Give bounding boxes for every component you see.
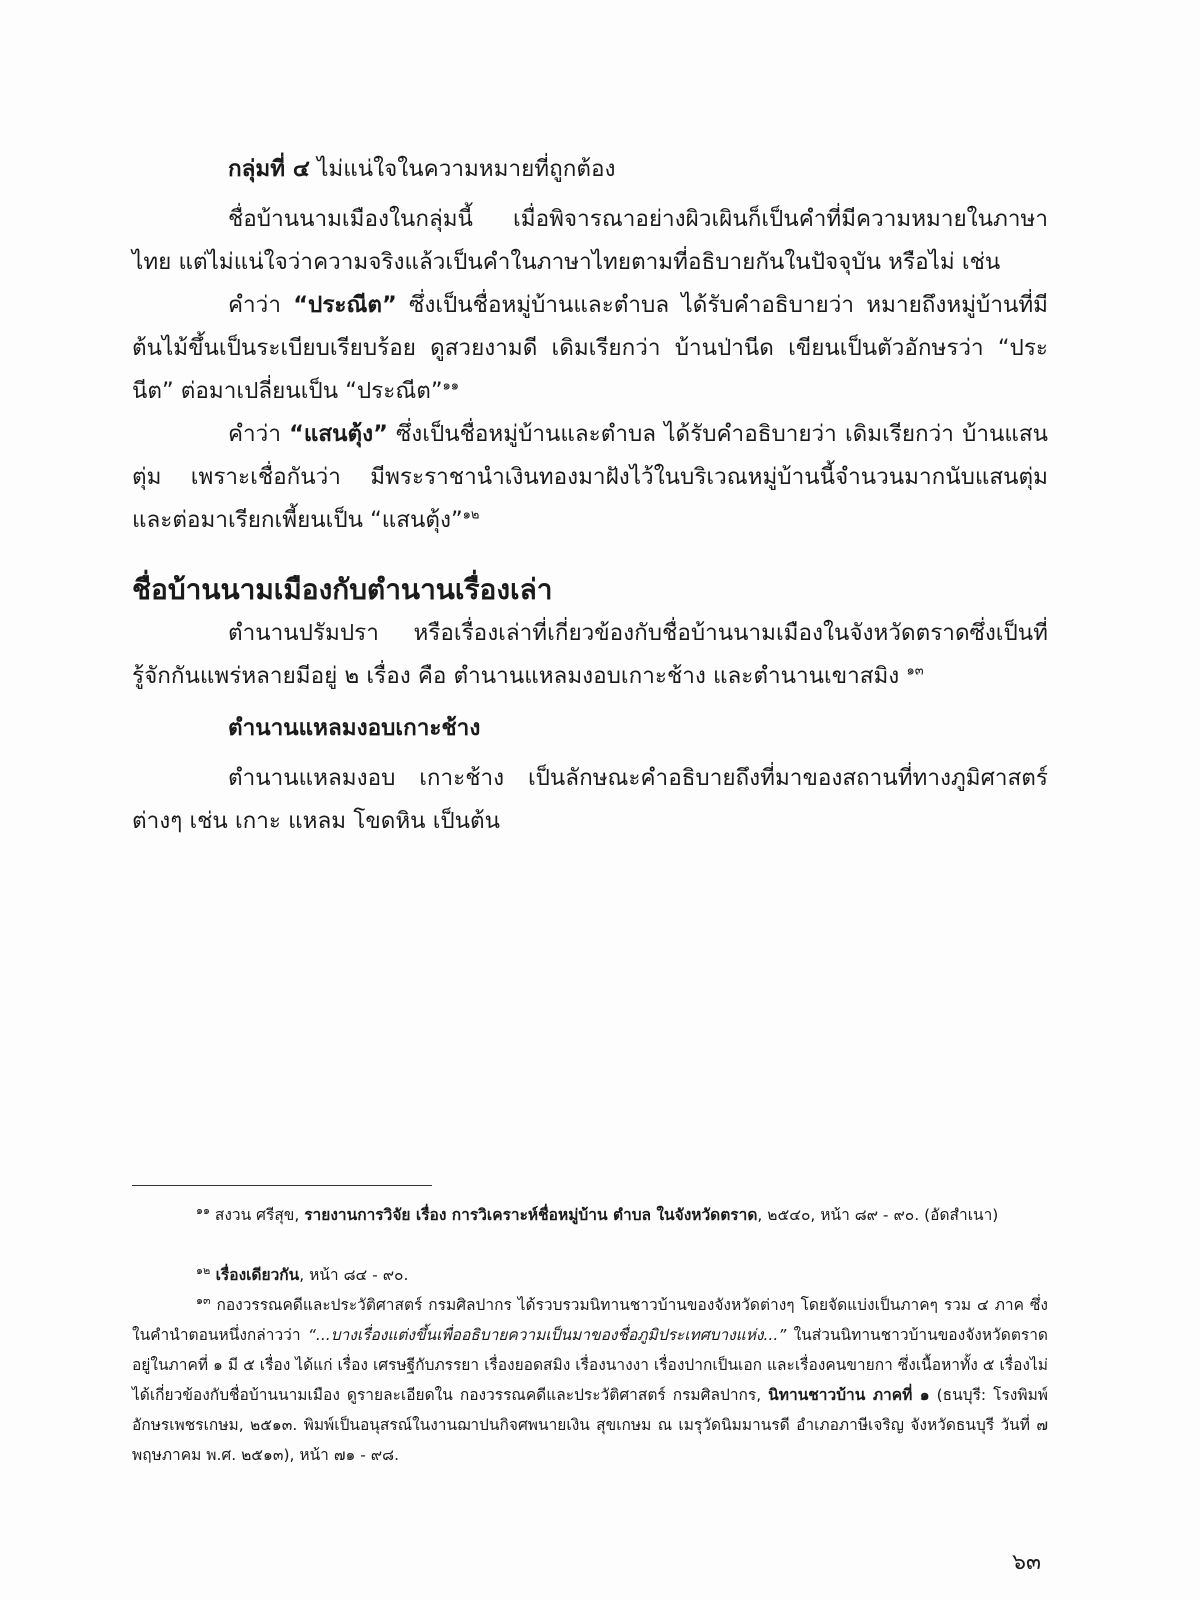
- footnote-13-quote: “...บางเรื่องแต่งขึ้นเพื่ออธิบายความเป็นมาของชื่อภูมิประเทศบางแห่ง...”: [307, 1326, 787, 1344]
- footnote-13: [132, 1290, 1048, 1470]
- footnote-12: [132, 1260, 1048, 1290]
- footnote-13-title: นิทานชาวบ้าน ภาคที่ ๑: [768, 1386, 930, 1404]
- group-4-description: ไม่แน่ใจในความหมายที่ถูกต้อง: [309, 156, 616, 182]
- page-number: ๖๓: [1012, 1550, 1042, 1575]
- group-4-title: [228, 148, 615, 191]
- footnote-13-intro: กองวรรณคดีและประวัติศาสตร์ กรมศิลปากร ได้รวบรวมนิทานชาวบ้านของจังหวัดต่างๆ โดยจัดแบ่งเป็นภาคๆ รวม ๔ ภาค ซึ่งในคำนำตอนหนึ่งกล่าวว่า: [132, 1296, 1048, 1344]
- footnote-11-title: รายงานการวิจัย เรื่อง การวิเคราะห์ชื่อหมู่บ้าน ตำบล ในจังหวัดตราด: [304, 1206, 758, 1224]
- paragraph-legends-intro: [132, 612, 1048, 698]
- footnote-11: [132, 1200, 1048, 1230]
- footnote-12-title: เรื่องเดียวกัน: [210, 1266, 300, 1284]
- saentung-pre: คำว่า: [228, 421, 290, 447]
- paragraph-laem-ngop: ตำนานแหลมงอบ เกาะช้าง เป็นลักษณะคำอธิบายถึงที่มาของสถานที่ทางภูมิศาสตร์ต่างๆ เช่น เกาะ แหลม โขดหิน เป็นต้น: [132, 765, 1048, 834]
- footnote-11-number: ๑๑: [196, 1203, 210, 1217]
- footnote-12-details: , หน้า ๘๔ - ๙๐.: [299, 1266, 409, 1284]
- footnote-ref-13: ๑๓: [906, 663, 924, 679]
- saentung-text: ซึ่งเป็นชื่อหมู่บ้านและตำบล ได้รับคำอธิบายว่า เดิมเรียกว่า บ้านแสนตุ่ม เพราะเชื่อกันว่า มีพระราชานำเงินทองมาฝังไว้ในบริเวณหมู่บ้านนี้จำนวนมากนับแสนตุ่ม และต่อมาเรียกเพี้ยนเป็น “แสนตุ้ง”: [132, 421, 1048, 533]
- footnote-13-number: ๑๓: [196, 1293, 211, 1307]
- footnote-12-number: ๑๒: [196, 1263, 211, 1277]
- paragraph-group4-intro: ชื่อบ้านนามเมืองในกลุ่มนี้ เมื่อพิจารณาอย่างผิวเผินก็เป็นคำที่มีความหมายในภาษาไทย แต่ไม่แน่ใจว่าความจริงแล้วเป็นคำในภาษาไทยตามที่อธิบายกันในปัจจุบัน หรือไม่ เช่น: [132, 206, 1048, 275]
- legends-text: ตำนานปรัมปรา หรือเรื่องเล่าที่เกี่ยวข้องกับชื่อบ้านนามเมืองในจังหวัดตราดซึ่งเป็นที่รู้จักกันแพร่หลายมีอยู่ ๒ เรื่อง คือ ตำนานแหลมงอบเกาะช้าง และตำนานเขาสมิง: [132, 620, 1048, 689]
- praneet-pre: คำว่า: [228, 292, 294, 318]
- footnote-13-body: ในส่วนนิทานชาวบ้านของจังหวัดตราดอยู่ในภาคที่ ๑ มี ๕ เรื่อง ได้แก่ เรื่อง เศรษฐีกับภรรยา เรื่องยอดสมิง เรื่องนางงา เรื่องปากเป็นเอก และเรื่องคนขายกา ซึ่งเนื้อหาทั้ง ๕ เรื่องไม่ได้เกี่ยวข้องกับชื่อบ้านนามเมือง ดูรายละเอียดใน กองวรรณคดีและประวัติศาสตร์ กรมศิลปากร,: [132, 1326, 1048, 1404]
- section-heading: ชื่อบ้านนามเมืองกับตำนานเรื่องเล่า: [132, 573, 553, 606]
- footnote-11-author: สงวน ศรีสุข,: [209, 1206, 305, 1224]
- paragraph-praneet: [132, 284, 1048, 413]
- praneet-text: ซึ่งเป็นชื่อหมู่บ้านและตำบล ได้รับคำอธิบายว่า หมายถึงหมู่บ้านที่มีต้นไม้ขึ้นเป็นระเบียบเรียบร้อย ดูสวยงามดี เดิมเรียกว่า บ้านป่านีด เขียนเป็นตัวอักษรว่า “ประนีต” ต่อมาเปลี่ยนเป็น “ประณีต”: [132, 292, 1048, 404]
- term-praneet: “ประณีต”: [293, 292, 397, 318]
- footnote-ref-12: ๑๒: [462, 507, 480, 523]
- footnote-ref-11: ๑๑: [442, 378, 459, 394]
- group-4-label: กลุ่มที่ ๔: [228, 156, 310, 182]
- paragraph-saentung: [132, 413, 1048, 542]
- footnote-13-details: (ธนบุรี: โรงพิมพ์อักษรเพชรเกษม, ๒๕๑๓. พิมพ์เป็นอนุสรณ์ในงานฌาปนกิจศพนายเงิน สุขเกษม ณ เมรุวัดนิมมานรดี อำเภอภาษีเจริญ จังหวัดธนบุรี วันที่ ๗ พฤษภาคม พ.ศ. ๒๕๑๓), หน้า ๗๑ - ๙๘.: [132, 1386, 1048, 1464]
- footnote-11-details: , ๒๕๔๐, หน้า ๘๙ - ๙๐. (อัดสำเนา): [757, 1206, 999, 1224]
- subsection-heading: ตำนานแหลมงอบเกาะช้าง: [228, 715, 481, 741]
- term-saentung: “แสนตุ้ง”: [289, 421, 388, 447]
- footnote-divider: [132, 1185, 432, 1186]
